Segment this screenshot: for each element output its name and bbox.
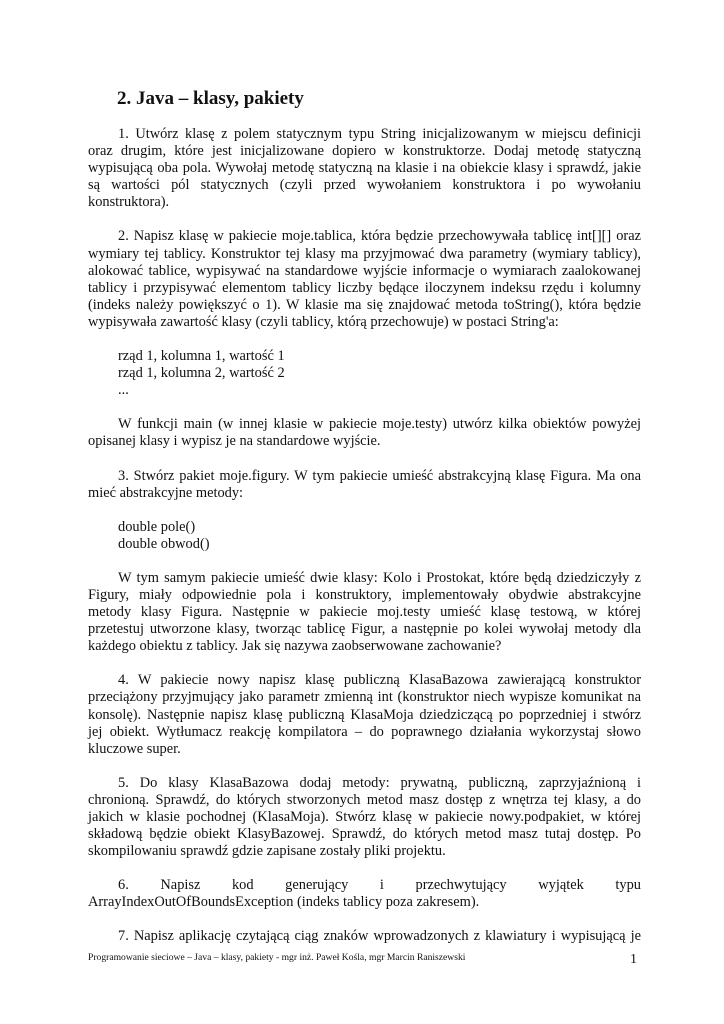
- text-line: 7. Napisz aplikację czytającą ciąg znaków wprowadzonych z klawiatury i wypisującą je: [118, 928, 641, 945]
- text-line: każdego obiektu z tablicy. Jak się nazywa zaobserwowane zachowanie?: [88, 638, 502, 655]
- text-line: jakich w klasie pochodnej (KlasaMoja). Stwórz klasę w pakiecie nowy.podpakiet, w której: [88, 809, 641, 825]
- text-line: mieć abstrakcyjne metody:: [88, 484, 244, 501]
- paragraph: [88, 672, 641, 757]
- text-line: wymiary tej tablicy. Konstruktor tej klasy ma przyjmować dwa parametry (wymiary tablicy),: [88, 245, 641, 262]
- text-line: kluczowe super.: [88, 740, 181, 757]
- text-line: 1. Utwórz klasę z polem statycznym typu String inicjalizowanym w miejscu definicji: [118, 126, 641, 142]
- paragraph: [88, 570, 641, 655]
- example-block: [88, 348, 641, 399]
- document-body: [88, 126, 641, 963]
- text-line: wypisującą oba pola. Wywołaj metodę statyczną na klasie i na obiekcie klasy i sprawdź, jakie: [88, 160, 641, 177]
- text-line: 5. Do klasy KlasaBazowa dodaj metody: prywatną, publiczną, zaprzyjaźnioną i: [118, 774, 641, 791]
- text-line: tablicy i przypisywać elementom tablicy liczby będące iloczynem indeksu rzędu i kolumny: [88, 279, 641, 296]
- text-line: skompilowaniu sprawdź gdzie zapisane zostały pliki projektu.: [88, 843, 446, 860]
- text-line: opisanej klasy i wypisz je na standardowe wyjście.: [88, 433, 381, 450]
- text-line: rząd 1, kolumna 1, wartość 1: [118, 348, 285, 365]
- text-line: 6. Napisz kod generujący i przechwytujący wyjątek typu: [118, 877, 641, 894]
- paragraph: [88, 775, 641, 860]
- text-line: przeciążony przyjmujący jako parametr zmienną int (konstruktor niech wypisze komunikat na: [88, 689, 641, 706]
- text-line: Figury, miały odpowiednie pola i konstruktory, implementowały obydwie abstrakcyjne: [88, 586, 641, 603]
- paragraph: [88, 877, 641, 911]
- paragraph: [88, 468, 641, 502]
- text-line: 3. Stwórz pakiet moje.figury. W tym pakiecie umieść abstrakcyjną klasę Figura. Ma ona: [118, 467, 641, 484]
- text-line: ArrayIndexOutOfBoundsException (indeks tablicy poza zakresem).: [88, 894, 480, 911]
- section-title: 2. Java – klasy, pakiety: [117, 88, 304, 109]
- text-line: przetestuj utworzone klasy, tworząc tablicę Figur, a następnie po kolei wywołaj metody dla: [88, 621, 641, 638]
- paragraph: [88, 228, 641, 331]
- text-line: double pole(): [118, 518, 196, 535]
- paragraph: [88, 416, 641, 450]
- text-line: wypisywała zawartość klasy (czyli tablicy, którą przechowuje) w postaci String'a:: [88, 313, 559, 330]
- page-number: 1: [630, 952, 637, 967]
- text-line: konstruktora).: [88, 194, 170, 211]
- text-line: 4. W pakiecie nowy napisz klasę publiczną KlasaBazowa zawierającą konstruktor: [118, 672, 641, 689]
- text-line: są wartości pól statycznych (czyli przed wywołaniem konstruktora i po wywołaniu: [88, 177, 641, 194]
- text-line: metody klasy Figura. Następnie w pakiecie moj.testy umieść klasę testową, w której: [88, 604, 641, 621]
- text-line: jej obiekt. Wytłumacz reakcję kompilatora – do poprawnego działania wykorzystaj słowo: [88, 723, 641, 740]
- text-line: chronioną. Sprawdź, do których stworzonych metod masz dostęp z wnętrza tej klasy, a do: [88, 791, 641, 808]
- text-line: składową będzie obiekt KlasyBazowej. Sprawdź, do których metod masz tutaj dostęp. Po: [88, 826, 641, 843]
- paragraph: [88, 928, 641, 945]
- text-line: alokować tablice, wypisywać na standardowe wyjście informacje o wymiarach zaalokowanej: [88, 262, 641, 279]
- text-line: 2. Napisz klasę w pakiecie moje.tablica, która będzie przechowywała tablicę int[][] oraz: [118, 228, 641, 245]
- paragraph: [88, 126, 641, 211]
- text-line: konsolę). Następnie napisz klasę publiczną KlasaMoja dziedziczącą po poprzedniej i stwórz: [88, 706, 641, 723]
- text-line: (indeks należy powiększyć o 1). W klasie ma się znajdować metoda toString(), która będzie: [88, 296, 641, 313]
- text-line: W tym samym pakiecie umieść dwie klasy: Kolo i Prostokat, które będą dziedziczyły z: [118, 569, 641, 586]
- text-line: ...: [118, 382, 129, 399]
- text-line: double obwod(): [118, 535, 210, 552]
- text-line: rząd 1, kolumna 2, wartość 2: [118, 365, 285, 382]
- example-block: [88, 519, 641, 553]
- text-line: oraz drugim, które jest inicjalizowane dopiero w konstruktorze. Dodaj metodę statyczną: [88, 143, 641, 160]
- text-line: W funkcji main (w innej klasie w pakiecie moje.testy) utwórz kilka obiektów powyżej: [118, 416, 641, 433]
- page-footer: Programowanie sieciowe – Java – klasy, pakiety - mgr inż. Paweł Kośla, mgr Marcin Raniszewski: [88, 952, 466, 963]
